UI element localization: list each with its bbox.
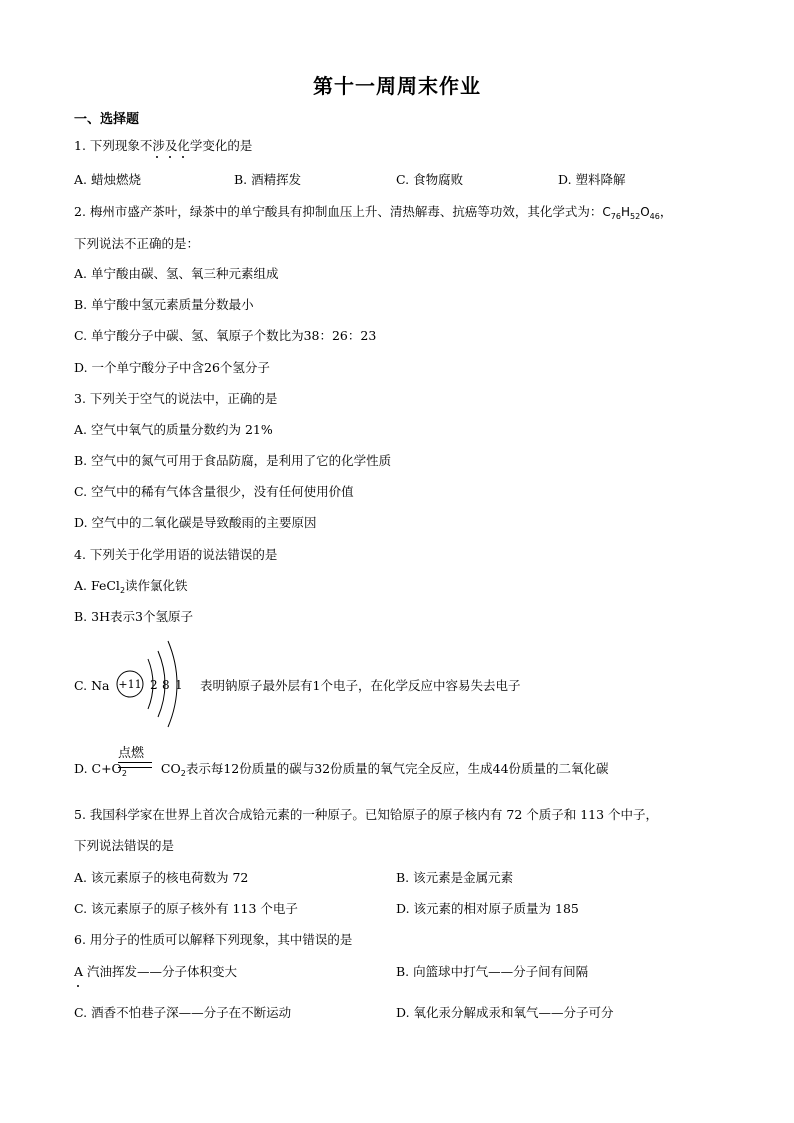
- question-3-option-d: D. 空气中的二氧化碳是导致酸雨的主要原因: [74, 515, 317, 530]
- formula-c-sub: 76: [610, 212, 621, 221]
- emphasis-dot: [169, 156, 171, 158]
- nucleus-charge: +11: [118, 678, 142, 691]
- option-a-text: 读作氯化铁: [125, 578, 188, 593]
- question-4-option-a: [74, 578, 188, 599]
- shell-3-electrons: 1: [175, 678, 183, 692]
- question-4-stem: 4. 下列关于化学用语的说法错误的是: [74, 547, 278, 562]
- emphasis-dot: [77, 985, 79, 987]
- question-4-option-d: [74, 761, 609, 782]
- question-4-option-c-prefix: C. Na: [74, 678, 110, 693]
- question-6-option-b: B. 向篮球中打气——分子间有间隔: [396, 964, 589, 979]
- question-5-stem-continued: 下列说法错误的是: [74, 838, 175, 853]
- question-5-option-a: A. 该元素原子的核电荷数为 72: [74, 870, 249, 885]
- option-a-subscript: 2: [119, 586, 126, 595]
- question-2-option-c: C. 单宁酸分子中碳、氢、氧原子个数比为38：26：23: [74, 328, 377, 343]
- question-6-option-c: C. 酒香不怕巷子深——分子在不断运动: [74, 1005, 292, 1020]
- question-4-option-b: B. 3H表示3个氢原子: [74, 609, 193, 624]
- question-5-option-d: D. 该元素的相对原子质量为 185: [396, 901, 579, 916]
- option-d-subscript-1: 2: [121, 769, 127, 778]
- question-3-option-b: B. 空气中的氮气可用于食品防腐，是利用了它的化学性质: [74, 453, 392, 468]
- sodium-atom-structure-diagram: [114, 637, 194, 729]
- question-2-stem: [74, 204, 672, 225]
- question-2-option-a: A. 单宁酸由碳、氢、氧三种元素组成: [74, 266, 279, 281]
- question-2-stem-continued: 下列说法不正确的是：: [74, 236, 200, 251]
- emphasis-dot: [156, 156, 158, 158]
- question-6-option-a: A 汽油挥发——分子体积变大: [74, 964, 238, 979]
- formula-o: O: [640, 205, 650, 219]
- question-1-option-d: D. 塑料降解: [558, 172, 626, 187]
- question-1-option-a: A. 蜡烛燃烧: [74, 172, 141, 187]
- question-5-option-b: B. 该元素是金属元素: [396, 870, 514, 885]
- question-1-option-c: C. 食物腐败: [396, 172, 464, 187]
- option-d-subscript-2: 2: [180, 769, 186, 778]
- question-6-stem: 6. 用分子的性质可以解释下列现象，其中错误的是: [74, 932, 353, 947]
- section-heading: 一、选择题: [74, 112, 140, 127]
- page-title: 第十一周周末作业: [313, 74, 481, 98]
- question-3-option-a: A. 空气中氧气的质量分数约为 21%: [74, 422, 273, 437]
- option-a-formula: A. FeCl: [74, 578, 120, 593]
- formula-h: H: [620, 205, 631, 219]
- formula-h-sub: 52: [630, 212, 641, 221]
- formula-tail: ，: [659, 204, 673, 219]
- question-2-stem-text: 2. 梅州市盛产茶叶，绿茶中的单宁酸具有抑制血压上升、清热解毒、抗癌等功效，其化学式为：: [74, 204, 603, 219]
- question-3-option-c: C. 空气中的稀有气体含量很少，没有任何使用价值: [74, 484, 354, 499]
- question-5-option-c: C. 该元素原子的原子核外有 113 个电子: [74, 901, 298, 916]
- formula-o-sub: 46: [649, 212, 660, 221]
- reaction-condition: 点燃: [118, 746, 145, 761]
- shell-2-electrons: 8: [162, 678, 170, 692]
- question-6-option-d: D. 氧化汞分解成汞和氧气——分子可分: [396, 1005, 614, 1020]
- option-d-text: 表示每12份质量的碳与32份质量的氧气完全反应，生成44份质量的二氧化碳: [185, 761, 609, 776]
- question-2-option-b: B. 单宁酸中氢元素质量分数最小: [74, 297, 254, 312]
- question-4-option-c-text: 表明钠原子最外层有1个电子，在化学反应中容易失去电子: [200, 678, 521, 693]
- question-2-option-d: D. 一个单宁酸分子中含26个氢分子: [74, 360, 270, 375]
- question-1-stem: 1. 下列现象不涉及化学变化的是: [74, 138, 253, 153]
- shell-1-electrons: 2: [150, 678, 158, 692]
- option-d-reactants: D. C+O: [74, 761, 122, 776]
- question-3-stem: 3. 下列关于空气的说法中，正确的是: [74, 391, 278, 406]
- option-d-product: CO: [160, 761, 181, 776]
- formula-c: C: [602, 205, 611, 219]
- question-1-option-b: B. 酒精挥发: [234, 172, 302, 187]
- question-5-stem: 5. 我国科学家在世界上首次合成铪元素的一种原子。已知铪原子的原子核内有 72 个质子和 113 个中子，: [74, 807, 659, 822]
- emphasis-dot: [182, 156, 184, 158]
